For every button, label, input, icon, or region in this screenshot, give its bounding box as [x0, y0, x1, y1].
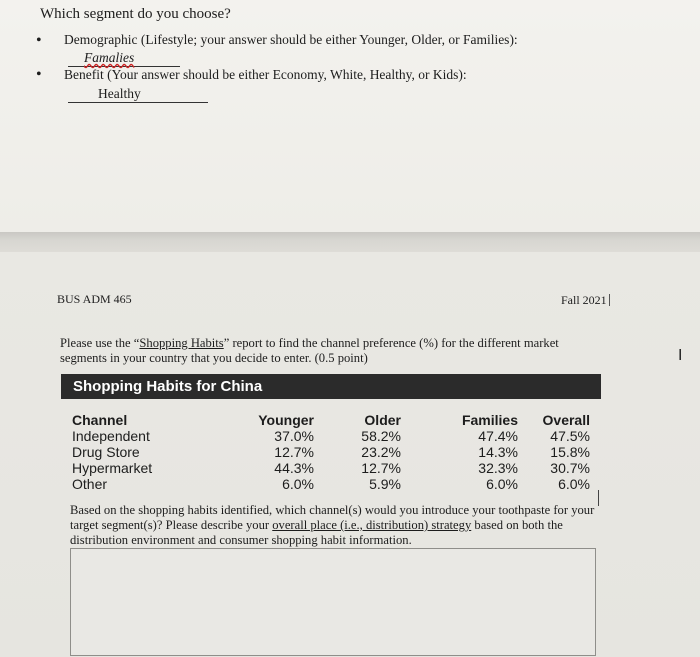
- header-overall: Overall: [542, 412, 590, 428]
- cell-overall: 47.5%: [550, 428, 590, 444]
- header-channel: Channel: [72, 412, 128, 428]
- segment-question: Which segment do you choose?: [40, 6, 231, 22]
- header-families: Families: [461, 412, 518, 428]
- followup-post: based on both the distribution environment and consumer shopping habit information.: [70, 518, 563, 547]
- table-title: Shopping Habits for China: [73, 378, 263, 395]
- cell-families: 14.3%: [478, 444, 518, 460]
- header-older: Older: [364, 412, 401, 428]
- course-code: BUS ADM 465: [57, 292, 132, 306]
- cell-overall: 30.7%: [550, 460, 590, 476]
- bullet-benefit: •: [36, 66, 42, 83]
- cell-older: 23.2%: [361, 444, 401, 460]
- cell-younger: 12.7%: [274, 444, 314, 460]
- table-row: [72, 428, 590, 444]
- table-row: [72, 476, 590, 492]
- instruction-pre: Please use the “: [60, 336, 140, 350]
- cell-younger: 37.0%: [274, 428, 314, 444]
- table-row: [72, 444, 590, 460]
- cell-overall: 15.8%: [550, 444, 590, 460]
- term-text: Fall 2021: [561, 293, 607, 307]
- instruction-text: [60, 336, 590, 366]
- demographic-answer: Famalies: [84, 50, 135, 65]
- instruction-post: ” report to find the channel preference (%) for the different market segments in your country that you decide to enter. (0.5 point): [60, 336, 559, 365]
- demographic-prompt: Demographic (Lifestyle; your answer should be either Younger, Older, or Families):: [64, 32, 518, 47]
- benefit-answer-field[interactable]: [68, 85, 208, 103]
- table-title-bar: [61, 374, 601, 399]
- cell-older: 58.2%: [361, 428, 401, 444]
- response-textbox[interactable]: [70, 548, 596, 656]
- place-strategy-link: overall place (i.e., distribution) strategy: [272, 518, 472, 532]
- shopping-habits-link[interactable]: Shopping Habits: [139, 336, 224, 350]
- header-younger: Younger: [258, 412, 314, 428]
- ibeam-cursor-icon: I: [678, 346, 683, 364]
- followup-pre: Based on the shopping habits identified, which channel(s) would you introduce your toothpaste for your target segment(s)? Please describe your: [70, 503, 595, 532]
- page-divider: [0, 232, 700, 252]
- cell-younger: 44.3%: [274, 460, 314, 476]
- cell-channel: Independent: [72, 428, 150, 444]
- text-cursor-mark: [609, 294, 610, 306]
- cell-families: 6.0%: [486, 476, 518, 492]
- bullet-demographic: •: [36, 32, 42, 49]
- shopping-habits-table: [72, 412, 590, 492]
- cell-channel: Other: [72, 476, 108, 492]
- term-label: [561, 293, 610, 308]
- benefit-answer: Healthy: [98, 86, 141, 101]
- benefit-prompt: Benefit (Your answer should be either Economy, White, Healthy, or Kids):: [64, 67, 467, 82]
- cell-channel: Drug Store: [72, 444, 140, 460]
- followup-question: [70, 503, 600, 548]
- cell-channel: Hypermarket: [72, 460, 153, 476]
- cell-older: 5.9%: [369, 476, 401, 492]
- cell-overall: 6.0%: [558, 476, 590, 492]
- table-header-row: [72, 412, 590, 428]
- demographic-answer-field[interactable]: [68, 49, 180, 67]
- cell-older: 12.7%: [361, 460, 401, 476]
- table-row: [72, 460, 590, 476]
- cell-families: 32.3%: [478, 460, 518, 476]
- cell-younger: 6.0%: [282, 476, 314, 492]
- cell-families: 47.4%: [478, 428, 518, 444]
